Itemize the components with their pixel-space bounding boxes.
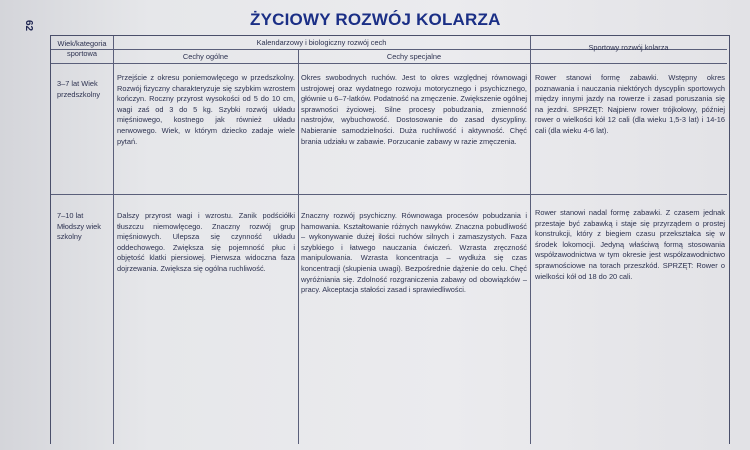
header-line-2 — [51, 63, 727, 64]
header-general: Cechy ogólne — [182, 52, 229, 61]
row-divider — [51, 194, 727, 195]
header-group: Kalendarzowy i biologiczny rozwój cech — [256, 38, 387, 47]
row2-general: Dalszy przyrost wagi i wzrostu. Zanik podściółki tłuszczu niemowlęcego. Znaczny rozwój grup mięśniowych. Ulepsza się czynność układu oddechowego. Zwiększa się pojemność płuc i objętość klatki piersiowej. Pierwsza widoczna faza dojrzewania. Zwiększa się ogólna ruchliwość. — [117, 211, 295, 273]
col-divider-3 — [530, 36, 531, 444]
row2-age: 7–10 lat Młodszy wiek szkolny — [57, 211, 101, 242]
row2-special: Znaczny rozwój psychiczny. Równowaga procesów pobudzania i hamowania. Kształtowanie różnych nawyków. Znaczna pobudliwość – wykonywanie dużej ilości ruchów silnych i zamaszystych. Faza szybkiego i łatwego nauczania ćwiczeń. Wzrasta zręczność manipulowania. Wzrasta koncentracja – wydłuża się czas koncentracji (skupienia uwagi). Bezpośrednie dążenie do celu. Chęć wyróżniania się. Zdolność rozgraniczenia zabawy od obowiązków – pracy. Akceptacja stałości zasad i sprawiedliwości. — [301, 211, 527, 295]
header-special: Cechy specjalne — [386, 52, 442, 61]
header-sport: Sportowy rozwój kolarza — [588, 43, 669, 52]
page-number: 62 — [23, 19, 35, 32]
development-table — [50, 35, 730, 444]
header-age: Wiek/kategoria sportowa — [57, 39, 107, 58]
row1-age: 3–7 lat Wiek przedszkolny — [57, 79, 101, 99]
row1-sport: Rower stanowi formę zabawki. Wstępny okres poznawania i nauczania niektórych dyscyplin sportowych między innymi jazdy na rowerze i zasad poruszania się na jezdni. SPRZĘT: Najpierw rower trójkołowy, później rower o wielkości kół 12 cali (dla wieku 1,5-3 lat) i 14-16 cali (dla wieku 4-6 lat). — [535, 73, 725, 135]
row1-special: Okres swobodnych ruchów. Jest to okres względnej równowagi ustrojowej oraz wydatnego rozwoju motorycznego i psychicznego, głównie u 6–7-latków. Podatność na zmęczenie. Zwiększenie ogólnej sprawności życiowej. Silne procesy pobudzania, zmienność nastrojów, wybuchowość. Dostosowanie do zasad dyscypliny. Nabieranie samodzielności. Duża ruchliwość i aktywność. Chęć brania udziału w zabawie. Porzucanie zabawy w razie zmęczenia. — [301, 73, 527, 146]
page-title: ŻYCIOWY ROZWÓJ KOLARZA — [250, 10, 501, 29]
col-divider-1 — [113, 36, 114, 444]
col-divider-2 — [298, 49, 299, 444]
row1-general: Przejście z okresu poniemowlęcego w przedszkolny. Rozwój fizyczny charakteryzuje się szybkim wzrostem kończyn. Roczny przyrost wysokości od 5 do 10 cm, wagi zaś od 3 do 5 kg. Szybki rozwój układu mięśniowego, kostnego jak również układu nerwowego. Wiek, w którym dziecko zadaje wiele pytań. — [117, 73, 295, 146]
row2-sport: Rower stanowi nadal formę zabawki. Z czasem jednak przestaje być zabawką i staje się przyrządem o prostej konstrukcji, który z biegiem czasu przekształca się w środek lokomocji. Jedyną właściwą formą stosowania współzawodnictwa w tym okresie jest współzawodnictwo sprawnościowe na torach przeszkód. SPRZĘT: Rower o wielkości kół od 18 do 20 cali. — [535, 208, 725, 281]
